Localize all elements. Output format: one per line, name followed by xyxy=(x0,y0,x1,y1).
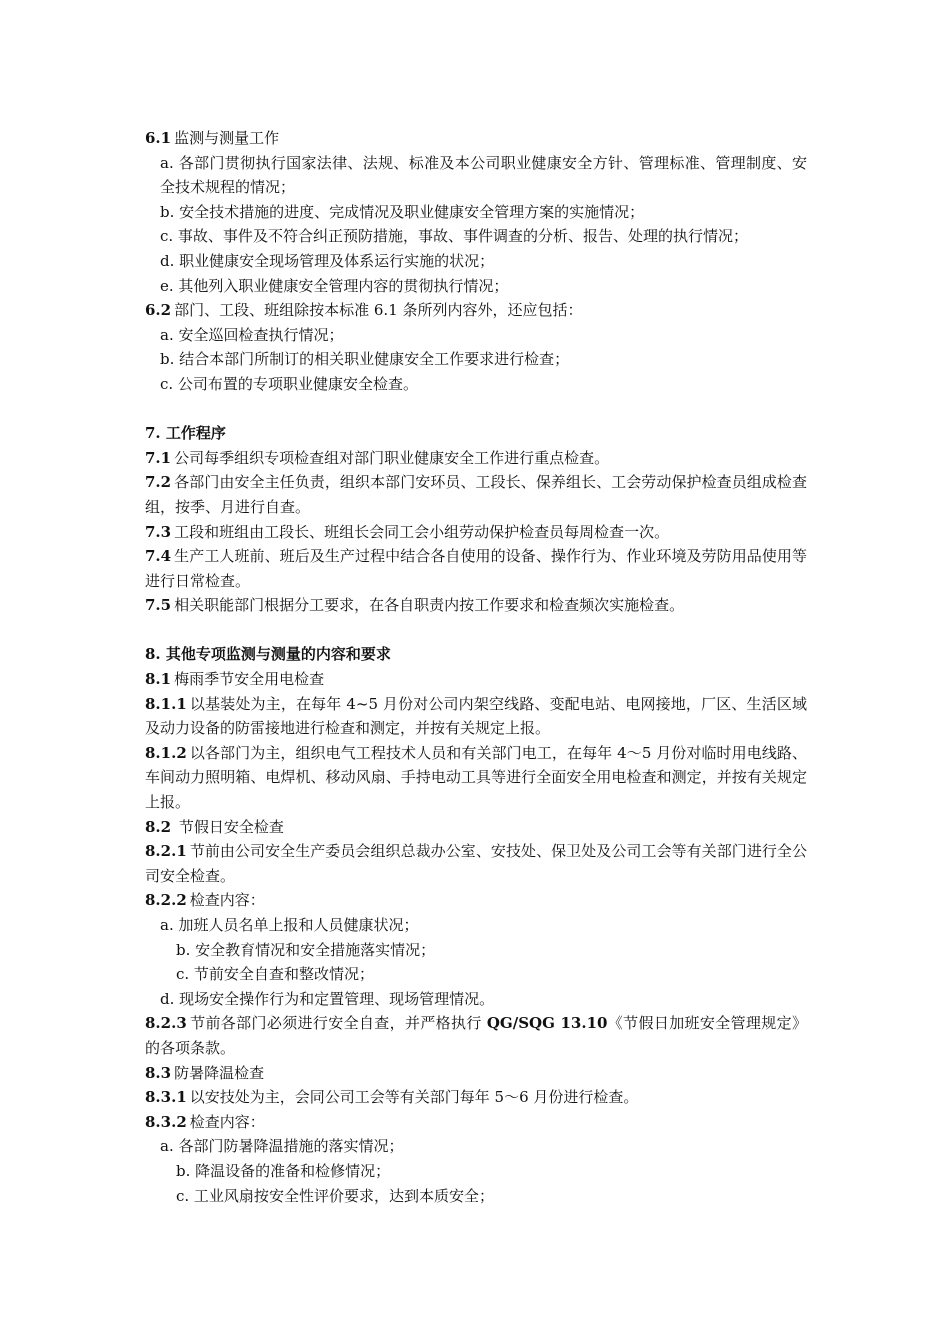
clause-8-2-3 xyxy=(145,1011,807,1060)
clause-text: 监测与测量工作 xyxy=(174,129,280,147)
clause-8-3-2 xyxy=(145,1110,807,1135)
clause-8-2-2 xyxy=(145,888,807,913)
clause-7-2 xyxy=(145,470,807,519)
clause-7-3 xyxy=(145,520,807,545)
document-page xyxy=(145,126,807,1208)
list-item: c. 工业风扇按安全性评价要求，达到本质安全； xyxy=(176,1186,494,1205)
clause-text: 防暑降温检查 xyxy=(174,1063,265,1082)
section-8-1-title xyxy=(145,667,807,692)
list-item: b. 降温设备的准备和检修情况； xyxy=(176,1161,391,1180)
section-8-3-title xyxy=(145,1061,807,1086)
clause-number: 8.3.1 xyxy=(145,1088,187,1107)
clause-text: 以各部门为主，组织电气工程技术人员和有关部门电工，在每年 4～5 月份对临时用电线路、车间动力照明箱、电焊机、移动风扇、手持电动工具等进行全面安全用电检查和测定，并按有关规定上报。 xyxy=(145,743,807,812)
clause-text: 公司每季组织专项检查组对部门职业健康安全工作进行重点检查。 xyxy=(174,448,610,467)
clause-number: 7.4 xyxy=(145,547,172,566)
clause-number: 7.5 xyxy=(145,596,172,615)
list-item: c. 节前安全自查和整改情况； xyxy=(176,965,374,984)
spacer xyxy=(145,397,807,422)
section-8-heading: 8. 其他专项监测与测量的内容和要求 xyxy=(145,645,391,664)
clause-8-1-1 xyxy=(145,692,807,741)
section-7-heading: 7. 工作程序 xyxy=(145,424,226,443)
section-6-2-title xyxy=(145,298,807,323)
section-8-2-title xyxy=(145,815,807,840)
clause-text: 以安技处为主，会同公司工会等有关部门每年 5～6 月份进行检查。 xyxy=(189,1088,639,1107)
clause-number: 8.1 xyxy=(145,670,172,689)
clause-number: 8.2 xyxy=(145,817,172,836)
clause-text: 各部门由安全主任负责，组织本部门安环员、工段长、保养组长、工会劳动保护检查员组成检查组，按季、月进行自查。 xyxy=(145,473,807,516)
clause-number: 7.3 xyxy=(145,522,172,541)
list-item: a. 各部门贯彻执行国家法律、法规、标准及本公司职业健康安全方针、管理标准、管理制度、安全技术规程的情况； xyxy=(160,153,807,197)
clause-number: 6.2 xyxy=(145,301,172,320)
clause-number: 6.1 xyxy=(145,129,172,147)
list-item: a. 安全巡回检查执行情况； xyxy=(160,325,344,344)
list-item: a. 各部门防暑降温措施的落实情况； xyxy=(160,1137,404,1156)
list-item: b. 安全技术措施的进度、完成情况及职业健康安全管理方案的实施情况； xyxy=(160,202,645,221)
section-6-1-title xyxy=(145,126,807,151)
clause-text: 检查内容： xyxy=(189,1112,265,1131)
clause-number: 8.3.2 xyxy=(145,1112,187,1131)
clause-number: 8.2.3 xyxy=(145,1014,187,1033)
clause-text: 检查内容： xyxy=(189,891,265,910)
spacer xyxy=(145,618,807,643)
clause-7-4 xyxy=(145,544,807,593)
clause-number: 8.2.1 xyxy=(145,842,187,861)
clause-number: 8.3 xyxy=(145,1063,172,1082)
clause-text: 节假日安全检查 xyxy=(174,817,284,836)
clause-8-1-2 xyxy=(145,741,807,815)
list-item: b. 安全教育情况和安全措施落实情况； xyxy=(176,940,436,959)
standard-code: QG/SQG 13.10 xyxy=(486,1014,608,1033)
clause-text: 部门、工段、班组除按本标准 6.1 条所列内容外，还应包括： xyxy=(174,301,583,320)
clause-8-2-1 xyxy=(145,839,807,888)
list-item: c. 公司布置的专项职业健康安全检查。 xyxy=(160,374,418,393)
clause-number: 7.2 xyxy=(145,473,172,492)
clause-text: 相关职能部门根据分工要求，在各自职责内按工作要求和检查频次实施检查。 xyxy=(174,596,685,615)
clause-text: 工段和班组由工段长、班组长会同工会小组劳动保护检查员每周检查一次。 xyxy=(174,522,670,541)
list-item: e. 其他列入职业健康安全管理内容的贯彻执行情况； xyxy=(160,276,509,295)
clause-7-1 xyxy=(145,446,807,471)
clause-text: 《节假日加班安全管理规定》的各项条款。 xyxy=(145,1014,807,1057)
clause-number: 8.1.2 xyxy=(145,743,187,762)
clause-7-5 xyxy=(145,593,807,618)
clause-number: 8.1.1 xyxy=(145,694,187,713)
clause-text: 节前各部门必须进行安全自查，并严格执行 xyxy=(189,1014,487,1033)
clause-text: 以基装处为主，在每年 4~5 月份对公司内架空线路、变配电站、电网接地，厂区、生活区域及动力设备的防雷接地进行检查和测定，并按有关规定上报。 xyxy=(145,694,807,738)
clause-number: 8.2.2 xyxy=(145,891,187,910)
list-item: b. 结合本部门所制订的相关职业健康安全工作要求进行检查； xyxy=(160,350,570,369)
list-item: a. 加班人员名单上报和人员健康状况； xyxy=(160,916,419,934)
clause-number: 7.1 xyxy=(145,448,172,467)
list-item: c. 事故、事件及不符合纠正预防措施，事故、事件调查的分析、报告、处理的执行情况； xyxy=(160,227,748,246)
clause-text: 节前由公司安全生产委员会组织总裁办公室、安技处、保卫处及公司工会等有关部门进行全公司安全检查。 xyxy=(145,842,807,885)
clause-text: 生产工人班前、班后及生产过程中结合各自使用的设备、操作行为、作业环境及劳防用品使用等进行日常检查。 xyxy=(145,547,807,590)
clause-8-3-1 xyxy=(145,1085,807,1110)
list-item: d. 现场安全操作行为和定置管理、现场管理情况。 xyxy=(160,989,495,1008)
list-item: d. 职业健康安全现场管理及体系运行实施的状况； xyxy=(160,251,495,270)
clause-text: 梅雨季节安全用电检查 xyxy=(174,670,325,689)
